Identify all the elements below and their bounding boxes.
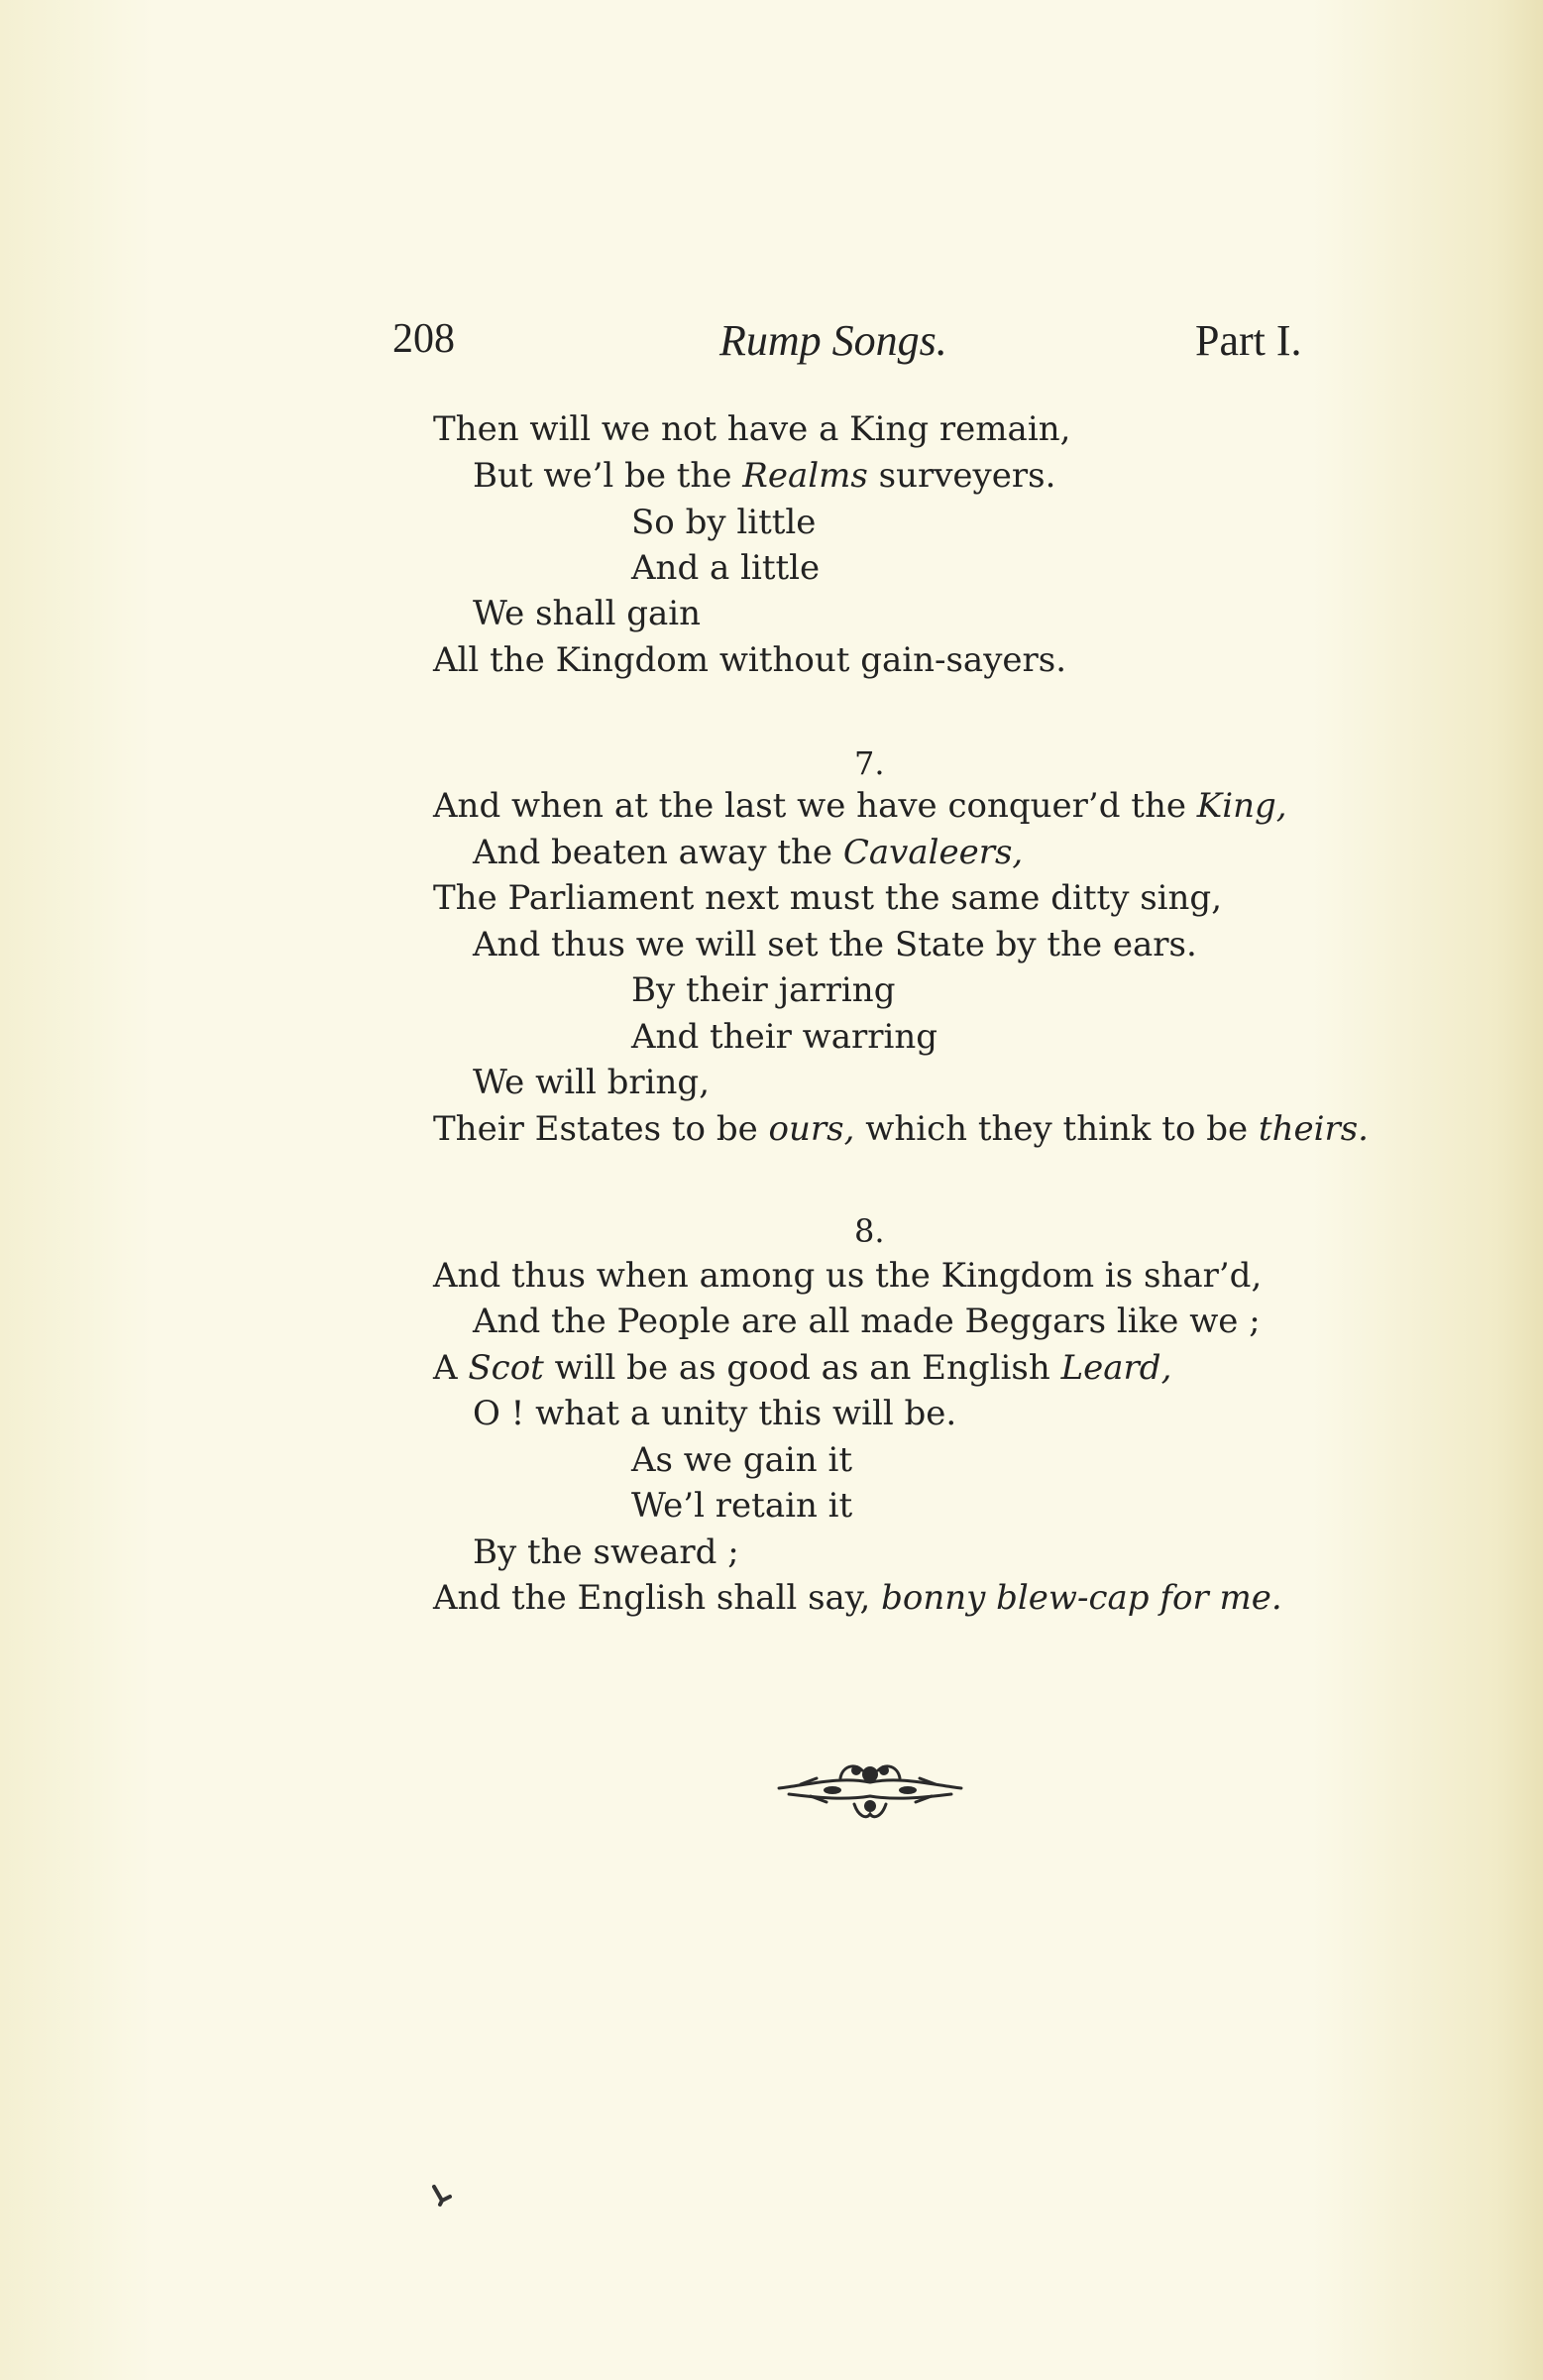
printer-mark-icon <box>430 2183 456 2209</box>
floral-ornament-icon <box>771 1755 969 1826</box>
poem-line: And when at the last we have conquer’d the King, <box>433 786 1287 826</box>
poem-line: All the Kingdom without gain-sayers. <box>433 640 1067 680</box>
poem-line: The Parliament next must the same ditty sing, <box>433 878 1222 918</box>
poem-line: And a little <box>631 548 821 588</box>
poem-line: By the sweard ; <box>473 1532 739 1572</box>
poem-line: But we’l be the Realms surveyers. <box>473 456 1056 496</box>
poem-line: And the English shall say, bonny blew-cap for me. <box>433 1578 1282 1618</box>
running-title: Rump Songs. <box>719 316 947 365</box>
poem-line: And thus we will set the State by the ears. <box>473 925 1197 964</box>
part-label: Part I. <box>1195 316 1302 365</box>
poem-line: So by little <box>631 503 817 542</box>
poem-line: As we gain it <box>631 1440 852 1480</box>
poem-line: We will bring, <box>473 1063 710 1102</box>
poem-line: We shall gain <box>473 594 702 633</box>
poem-line: Their Estates to be ours, which they think to be theirs. <box>433 1109 1369 1149</box>
stanza-number: 7. <box>854 744 885 782</box>
page-header <box>392 315 1344 375</box>
poem-line: Then will we not have a King remain, <box>433 409 1071 449</box>
poem-line: And their warring <box>631 1017 938 1057</box>
poem-line: O ! what a unity this will be. <box>473 1394 957 1433</box>
poem-line: And the People are all made Beggars like we ; <box>473 1302 1261 1341</box>
poem-line: A Scot will be as good as an English Leard, <box>433 1348 1172 1388</box>
poem-line: And beaten away the Cavaleers, <box>473 833 1024 872</box>
stanza-number: 8. <box>854 1212 885 1250</box>
page-number: 208 <box>392 316 455 362</box>
poem-line: And thus when among us the Kingdom is shar’d, <box>433 1256 1263 1296</box>
poem-line: By their jarring <box>631 970 896 1010</box>
poem-line: We’l retain it <box>631 1486 853 1526</box>
